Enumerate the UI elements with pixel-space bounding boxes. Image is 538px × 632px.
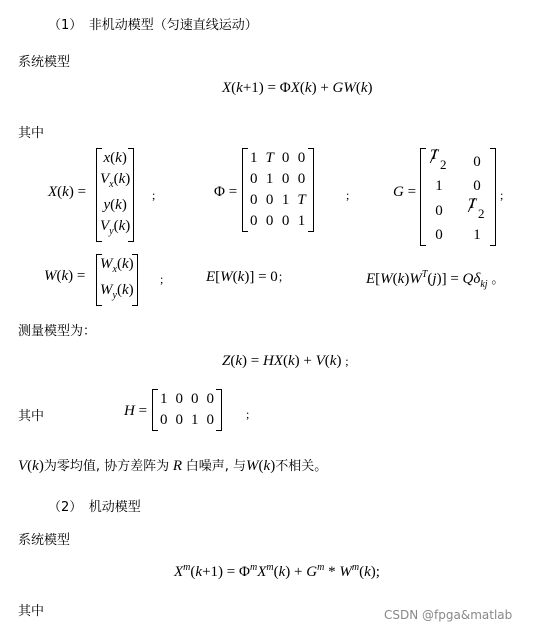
x-vector-lhs: X(k) = [48, 184, 87, 200]
phi-matrix: 1 T 0 0 0 1 0 0 0 0 1 T 0 0 0 1 [242, 148, 314, 232]
x-entry: x(k) [103, 150, 127, 166]
h-lhs: H = [124, 403, 148, 419]
expectation-w: E[W(k)] = 0； [206, 269, 290, 285]
g-lhs: G = [393, 184, 417, 200]
system-model-label-2: 系统模型 [18, 533, 71, 548]
maneuver-equation: $X^m(k+1) = \Phi^mX^m(k) + G^m * W^m(k)$; [174, 562, 380, 580]
where-label-3: 其中 [18, 604, 45, 619]
h-matrix: 1 0 0 0 0 0 1 0 [152, 389, 222, 431]
measurement-label: 测量模型为： [18, 324, 97, 339]
separator: ; [346, 188, 350, 202]
covariance-w: $E[W(k)W^T(j)] = Q\delta_{kj}$ 。 [366, 269, 505, 290]
separator: ; [246, 407, 250, 421]
x-vector [96, 148, 134, 242]
section-heading-2: （2） 机动模型 [48, 500, 141, 515]
state-equation: X(k+1) = ΦX(k) + GW(k) [222, 80, 373, 96]
vx-entry: $V_x(k)$ [100, 171, 131, 190]
where-label-2: 其中 [18, 409, 45, 424]
w-lhs: W(k) = [44, 268, 86, 284]
separator: ; [160, 272, 164, 286]
w-vector: $W_x(k)$ $W_y(k)$ [96, 254, 138, 306]
phi-lhs: Φ = [214, 184, 238, 200]
g-matrix: T 2 0 1 0 0 T 2 0 1 [420, 148, 496, 246]
noise-sentence: V(k)为零均值, 协方差阵为 R 白噪声, 与W(k)不相关。 [18, 458, 328, 474]
measurement-equation: Z(k) = HX(k) + V(k) ; [222, 353, 349, 369]
y-entry: y(k) [103, 197, 127, 213]
watermark: CSDN @fpga&matlab [384, 608, 513, 622]
separator: ; [152, 188, 156, 202]
where-label-1: 其中 [18, 126, 45, 141]
vy-entry: $V_y(k)$ [100, 218, 131, 237]
system-model-label: 系统模型 [18, 55, 71, 70]
section-heading-1: （1） 非机动模型（匀速直线运动） [48, 18, 258, 33]
separator: ; [500, 188, 504, 202]
